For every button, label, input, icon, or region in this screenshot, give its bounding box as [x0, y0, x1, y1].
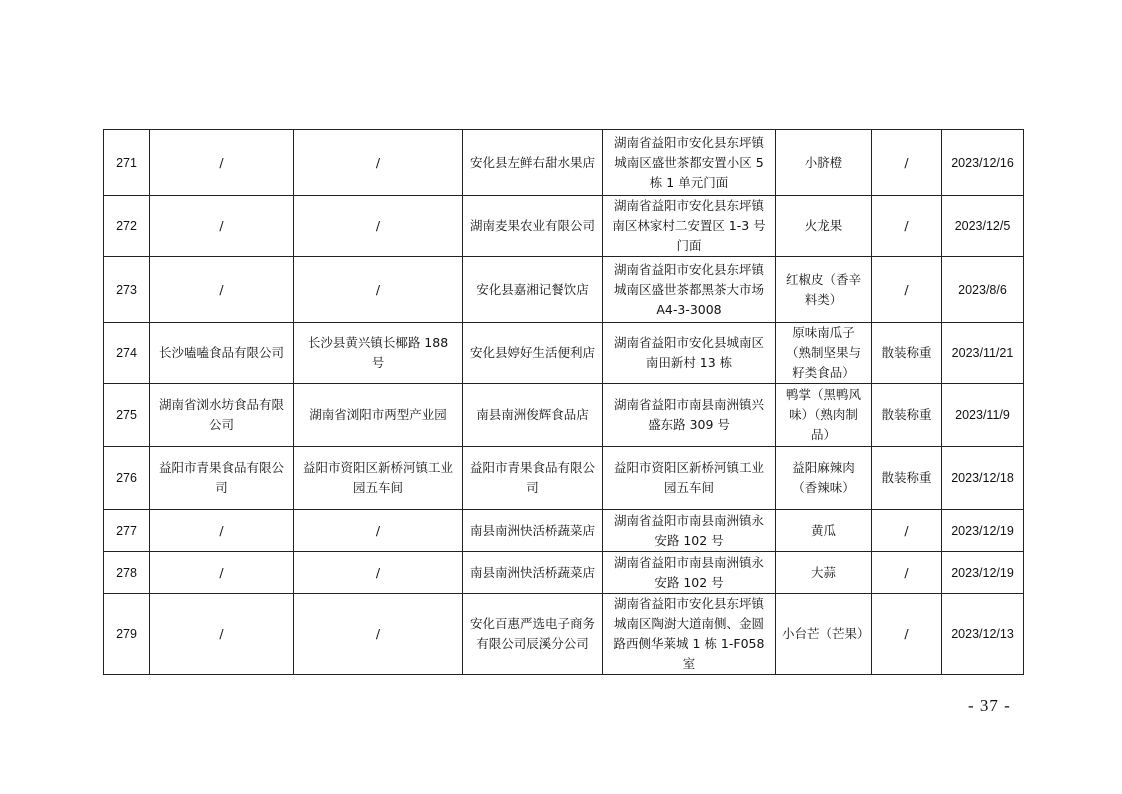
page-number: - 37 -	[968, 696, 1011, 715]
row-number: 277	[104, 510, 150, 552]
seller-address: 湖南省益阳市安化县城南区南田新村 13 栋	[603, 323, 776, 384]
producer-name: 益阳市青果食品有限公司	[150, 447, 294, 510]
specification: 散装称重	[872, 447, 942, 510]
production-date: 2023/12/19	[942, 552, 1024, 594]
product-name: 原味南瓜子（熟制坚果与籽类食品）	[776, 323, 872, 384]
specification: /	[872, 594, 942, 675]
row-number: 279	[104, 594, 150, 675]
seller-address: 湖南省益阳市南县南洲镇兴盛东路 309 号	[603, 384, 776, 447]
row-number: 278	[104, 552, 150, 594]
producer-name: 长沙嗑嗑食品有限公司	[150, 323, 294, 384]
seller-name: 益阳市青果食品有限公司	[463, 447, 603, 510]
row-number: 273	[104, 257, 150, 323]
production-date: 2023/12/18	[942, 447, 1024, 510]
producer-name: /	[150, 594, 294, 675]
production-date: 2023/12/16	[942, 130, 1024, 196]
seller-name: 安化县婷好生活便利店	[463, 323, 603, 384]
producer-address: /	[294, 552, 463, 594]
table-row	[104, 594, 1024, 675]
producer-address: /	[294, 510, 463, 552]
producer-address: /	[294, 594, 463, 675]
product-name: 小台芒（芒果）	[776, 594, 872, 675]
seller-address: 湖南省益阳市安化县东坪镇城南区盛世茶都黑茶大市场 A4-3-3008	[603, 257, 776, 323]
table-row	[104, 130, 1024, 196]
table-row	[104, 447, 1024, 510]
specification: /	[872, 130, 942, 196]
specification: /	[872, 196, 942, 257]
specification: /	[872, 257, 942, 323]
production-date: 2023/11/21	[942, 323, 1024, 384]
producer-address: /	[294, 257, 463, 323]
table-row	[104, 384, 1024, 447]
seller-name: 南县南洲俊辉食品店	[463, 384, 603, 447]
row-number: 274	[104, 323, 150, 384]
product-name: 黄瓜	[776, 510, 872, 552]
producer-name: /	[150, 552, 294, 594]
specification: 散装称重	[872, 384, 942, 447]
seller-name: 湖南麦果农业有限公司	[463, 196, 603, 257]
row-number: 272	[104, 196, 150, 257]
seller-address: 湖南省益阳市安化县东坪镇城南区陶澍大道南侧、金圆路西侧华莱城 1 栋 1-F058 室	[603, 594, 776, 675]
production-date: 2023/11/9	[942, 384, 1024, 447]
row-number: 276	[104, 447, 150, 510]
production-date: 2023/12/5	[942, 196, 1024, 257]
table-row	[104, 257, 1024, 323]
producer-name: /	[150, 257, 294, 323]
production-date: 2023/12/19	[942, 510, 1024, 552]
producer-address: 益阳市资阳区新桥河镇工业园五车间	[294, 447, 463, 510]
producer-address: /	[294, 196, 463, 257]
product-name: 益阳麻辣肉（香辣味）	[776, 447, 872, 510]
product-name: 大蒜	[776, 552, 872, 594]
seller-address: 益阳市资阳区新桥河镇工业园五车间	[603, 447, 776, 510]
seller-name: 安化百惠严选电子商务有限公司辰溪分公司	[463, 594, 603, 675]
seller-address: 湖南省益阳市安化县东坪镇城南区盛世茶都安置小区 5 栋 1 单元门面	[603, 130, 776, 196]
product-name: 鸭掌（黑鸭风味）（熟肉制品）	[776, 384, 872, 447]
table-row	[104, 552, 1024, 594]
producer-address: 长沙县黄兴镇长椰路 188 号	[294, 323, 463, 384]
seller-address: 湖南省益阳市南县南洲镇永安路 102 号	[603, 552, 776, 594]
producer-address: 湖南省浏阳市两型产业园	[294, 384, 463, 447]
seller-name: 南县南洲快活桥蔬菜店	[463, 510, 603, 552]
seller-name: 南县南洲快活桥蔬菜店	[463, 552, 603, 594]
producer-name: /	[150, 510, 294, 552]
product-name: 小脐橙	[776, 130, 872, 196]
inspection-table	[103, 129, 1024, 675]
specification: 散装称重	[872, 323, 942, 384]
seller-name: 安化县嘉湘记餐饮店	[463, 257, 603, 323]
row-number: 275	[104, 384, 150, 447]
row-number: 271	[104, 130, 150, 196]
producer-name: /	[150, 196, 294, 257]
production-date: 2023/8/6	[942, 257, 1024, 323]
seller-address: 湖南省益阳市南县南洲镇永安路 102 号	[603, 510, 776, 552]
seller-address: 湖南省益阳市安化县东坪镇南区林家村二安置区 1-3 号门面	[603, 196, 776, 257]
producer-address: /	[294, 130, 463, 196]
table-row	[104, 510, 1024, 552]
production-date: 2023/12/13	[942, 594, 1024, 675]
producer-name: 湖南省浏水坊食品有限公司	[150, 384, 294, 447]
specification: /	[872, 510, 942, 552]
seller-name: 安化县左鲜右甜水果店	[463, 130, 603, 196]
table-row	[104, 196, 1024, 257]
producer-name: /	[150, 130, 294, 196]
product-name: 火龙果	[776, 196, 872, 257]
specification: /	[872, 552, 942, 594]
product-name: 红椒皮（香辛料类）	[776, 257, 872, 323]
table-row	[104, 323, 1024, 384]
